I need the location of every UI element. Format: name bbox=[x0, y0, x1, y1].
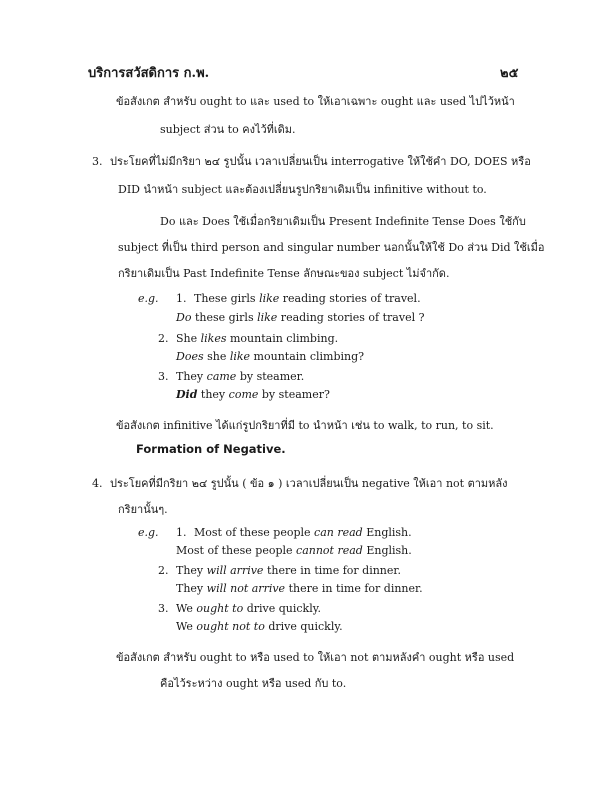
section-4-line-2: กริยานั้นๆ. bbox=[118, 503, 168, 516]
section-3-paragraph bbox=[92, 152, 531, 170]
section-3-line-1: ประโยคที่ไม่มีกริยา ๒๔ รูปนั้น เวลาเปลี่ยนเป็น interrogative ให้ใช้คำ DO, DOES หรือ bbox=[110, 155, 531, 168]
example-3-positive: 3. They came by steamer. bbox=[158, 370, 305, 383]
note-2: ข้อสังเกต infinitive ได้แก่รูปกริยาที่มี to นำหน้า เช่น to walk, to run, to sit. bbox=[116, 419, 494, 432]
example-3-question: Did they come by steamer? bbox=[176, 388, 330, 401]
section-4-number: 4. bbox=[92, 477, 103, 490]
example-label: e.g. bbox=[138, 292, 159, 305]
neg-example-1-negative: Most of these people cannot read English. bbox=[176, 544, 412, 557]
neg-example-1-positive: e.g. 1. Most of these people can read English. bbox=[138, 526, 412, 539]
neg-example-3-negative: We ought not to drive quickly. bbox=[176, 620, 343, 633]
neg-example-2-positive: 2. They will arrive there in time for dinner. bbox=[158, 564, 401, 577]
section-3-number: 3. bbox=[92, 155, 103, 168]
running-header: บริการสวัสดิการ ก.พ. bbox=[88, 66, 210, 81]
example-label: e.g. bbox=[138, 526, 159, 539]
example-1-positive: e.g. 1. These girls like reading stories of travel. bbox=[138, 292, 421, 305]
section-3-line-2: DID นำหน้า subject และต้องเปลี่ยนรูปกริยาเดิมเป็น infinitive without to. bbox=[118, 183, 487, 196]
neg-example-2-negative: They will not arrive there in time for dinner. bbox=[176, 582, 423, 595]
page-number: ๒๕ bbox=[500, 66, 519, 81]
note-1-line-1: ข้อสังเกต สำหรับ ought to และ used to ให้เอาเฉพาะ ought และ used ไปไว้หน้า bbox=[116, 95, 515, 108]
section-3-line-4: subject ที่เป็น third person and singular number นอกนั้นให้ใช้ Do ส่วน Did ใช้เมื่อ bbox=[118, 241, 545, 254]
example-2-question: Does she like mountain climbing? bbox=[176, 350, 365, 363]
note-1-line-2: subject ส่วน to คงไว้ที่เดิม. bbox=[160, 123, 296, 136]
section-4-paragraph bbox=[92, 474, 508, 492]
section-3-line-3: Do และ Does ใช้เมื่อกริยาเดิมเป็น Present Indefinite Tense Does ใช้กับ bbox=[160, 215, 526, 228]
example-2-positive: 2. She likes mountain climbing. bbox=[158, 332, 339, 345]
example-1-question: Do these girls like reading stories of travel ? bbox=[176, 311, 425, 324]
note-3-line-2: คือไว้ระหว่าง ought หรือ used กับ to. bbox=[160, 677, 347, 690]
neg-example-3-positive: 3. We ought to drive quickly. bbox=[158, 602, 321, 615]
section-3-line-5: กริยาเดิมเป็น Past Indefinite Tense ลักษณะของ subject ไม่จำกัด. bbox=[118, 267, 450, 280]
section-heading: Formation of Negative. bbox=[136, 442, 286, 456]
note-3-line-1: ข้อสังเกต สำหรับ ought to หรือ used to ให้เอา not ตามหลังคำ ought หรือ used bbox=[116, 651, 515, 664]
section-4-line-1: ประโยคที่มีกริยา ๒๔ รูปนั้น ( ข้อ ๑ ) เวลาเปลี่ยนเป็น negative ให้เอา not ตามหลัง bbox=[110, 477, 508, 490]
